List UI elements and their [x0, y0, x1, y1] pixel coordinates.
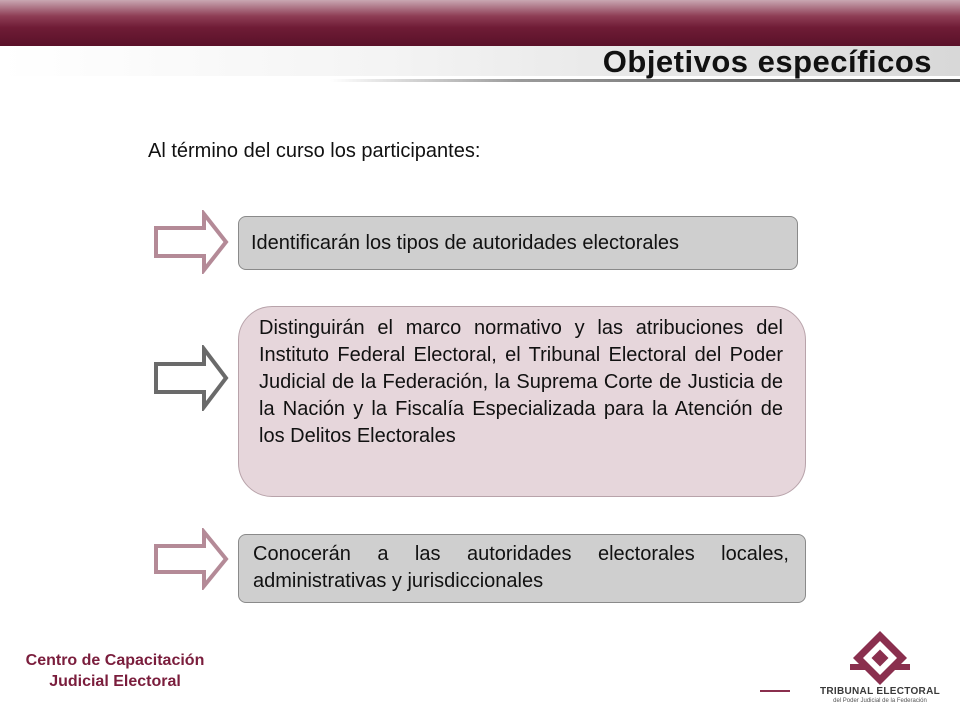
arrow-right-icon [152, 210, 232, 274]
footer-divider [760, 690, 790, 692]
arrow-right-icon [152, 345, 232, 411]
header-band [0, 0, 960, 46]
slide-title: Objetivos específicos [602, 44, 932, 79]
objective-text-2: Distinguirán el marco normativo y las atribuciones del Instituto Federal Electoral, el Tribunal Electoral del Poder Judicial de la Federación, la Suprema Corte de Justicia de la Nación y la Fiscalía Especializada para la Atención de los Delitos Electorales [259, 317, 783, 447]
footer-line-1: Centro de Capacitación [25, 652, 205, 669]
intro-text: Al término del curso los participantes: [148, 140, 481, 162]
footer-line-2: Judicial Electoral [49, 673, 181, 690]
logo-name: TRIBUNAL ELECTORAL [819, 686, 941, 697]
footer-organization [0, 650, 230, 692]
objective-box-1 [238, 216, 798, 270]
logo-subtitle: del Poder Judicial de la Federación [833, 698, 927, 704]
objective-text-1: Identificarán los tipos de autoridades electorales [251, 231, 680, 254]
objective-text-3: Conocerán a las autoridades electorales locales, administrativas y jurisdiccionales [253, 543, 789, 592]
arrow-right-icon [152, 528, 232, 590]
objective-box-2 [238, 306, 806, 497]
objective-box-3 [238, 534, 806, 603]
